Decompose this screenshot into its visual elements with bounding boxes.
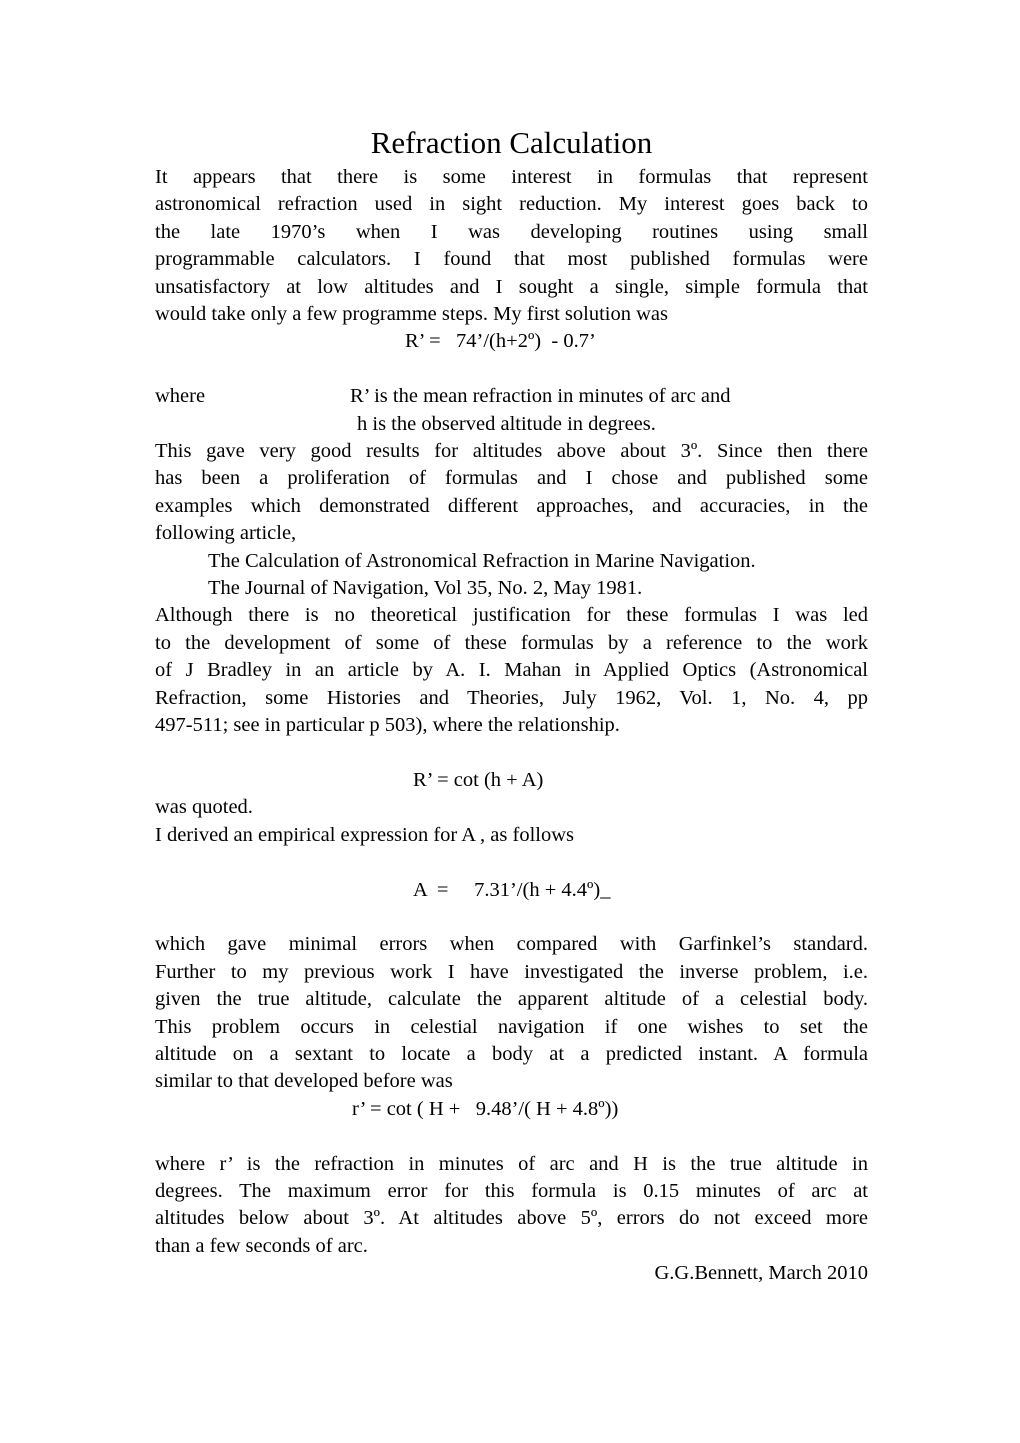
blank-line bbox=[155, 904, 868, 931]
where-label: where bbox=[155, 385, 206, 408]
was-quoted-line: was quoted. bbox=[155, 796, 253, 819]
paragraph-1-line-1: It appears that there is some interest in formulas that represent bbox=[155, 166, 868, 188]
paragraph-4-line-5: altitude on a sextant to locate a body at a predicted instant. A formula bbox=[155, 1042, 868, 1065]
paragraph-4-line-2: Further to my previous work I have investigated the inverse problem, i.e. bbox=[155, 960, 868, 983]
paragraph-1-line-6: would take only a few programme steps. My first solution was bbox=[155, 303, 668, 326]
where-definition-r: R’ is the mean refraction in minutes of arc and bbox=[350, 385, 731, 408]
formula-inverse-refraction: r’ = cot ( H + 9.48’/( H + 4.8º)) bbox=[352, 1097, 619, 1120]
paragraph-5-line-4: than a few seconds of arc. bbox=[155, 1234, 368, 1257]
author-signature: G.G.Bennett, March 2010 bbox=[654, 1262, 868, 1285]
reference-journal: The Journal of Navigation, Vol 35, No. 2, May 1981. bbox=[208, 577, 643, 600]
paragraph-3-line-5: 497-511; see in particular p 503), where the relationship. bbox=[155, 714, 620, 737]
formula-refraction-first: R’ = 74’/(h+2º) - 0.7’ bbox=[405, 330, 596, 353]
paragraph-2-line-2: has been a proliferation of formulas and I chose and published some bbox=[155, 467, 868, 490]
derived-expression-line: I derived an empirical expression for A , as follows bbox=[155, 823, 574, 846]
paragraph-2-line-4: following article, bbox=[155, 522, 297, 545]
paragraph-4-line-4: This problem occurs in celestial navigation if one wishes to set the bbox=[155, 1015, 868, 1038]
where-definition-row bbox=[155, 383, 868, 410]
document-title: Refraction Calculation bbox=[370, 125, 653, 160]
paragraph-4-line-3: given the true altitude, calculate the apparent altitude of a celestial body. bbox=[155, 988, 868, 1011]
paragraph-3-line-3: of J Bradley in an article by A. I. Mahan in Applied Optics (Astronomical bbox=[155, 659, 868, 682]
document-content bbox=[155, 122, 868, 1288]
paragraph-4-line-1: which gave minimal errors when compared with Garfinkel’s standard. bbox=[155, 933, 868, 956]
paragraph-1-line-4: programmable calculators. I found that most published formulas were bbox=[155, 248, 868, 271]
paragraph-5-line-1: where r’ is the refraction in minutes of arc and H is the true altitude in bbox=[155, 1152, 868, 1175]
paragraph-3-line-4: Refraction, some Histories and Theories, July 1962, Vol. 1, No. 4, pp bbox=[155, 686, 868, 709]
blank-line bbox=[155, 356, 868, 383]
paragraph-3-line-1: Although there is no theoretical justification for these formulas I was led bbox=[155, 604, 868, 627]
blank-line bbox=[155, 740, 868, 767]
where-definition-h: h is the observed altitude in degrees. bbox=[357, 412, 656, 435]
paragraph-3-line-2: to the development of some of these formulas by a reference to the work bbox=[155, 631, 868, 654]
paragraph-1-line-3: the late 1970’s when I was developing routines using small bbox=[155, 220, 868, 243]
paragraph-2-line-1: This gave very good results for altitudes above about 3º. Since then there bbox=[155, 440, 868, 463]
paragraph-5-line-3: altitudes below about 3º. At altitudes above 5º, errors do not exceed more bbox=[155, 1207, 868, 1230]
reference-article-title: The Calculation of Astronomical Refraction in Marine Navigation. bbox=[208, 549, 756, 572]
paragraph-5-line-2: degrees. The maximum error for this formula is 0.15 minutes of arc at bbox=[155, 1179, 868, 1202]
paragraph-4-line-6: similar to that developed before was bbox=[155, 1070, 453, 1093]
paragraph-2-line-3: examples which demonstrated different approaches, and accuracies, in the bbox=[155, 494, 868, 517]
paragraph-1-line-2: astronomical refraction used in sight reduction. My interest goes back to bbox=[155, 193, 868, 216]
blank-line bbox=[155, 849, 868, 876]
formula-cot-relationship: R’ = cot (h + A) bbox=[413, 768, 544, 791]
formula-a-empirical: A = 7.31’/(h + 4.4º)_ bbox=[413, 878, 611, 901]
paragraph-1-line-5: unsatisfactory at low altitudes and I sought a single, simple formula that bbox=[155, 275, 868, 298]
blank-line bbox=[155, 1123, 868, 1150]
